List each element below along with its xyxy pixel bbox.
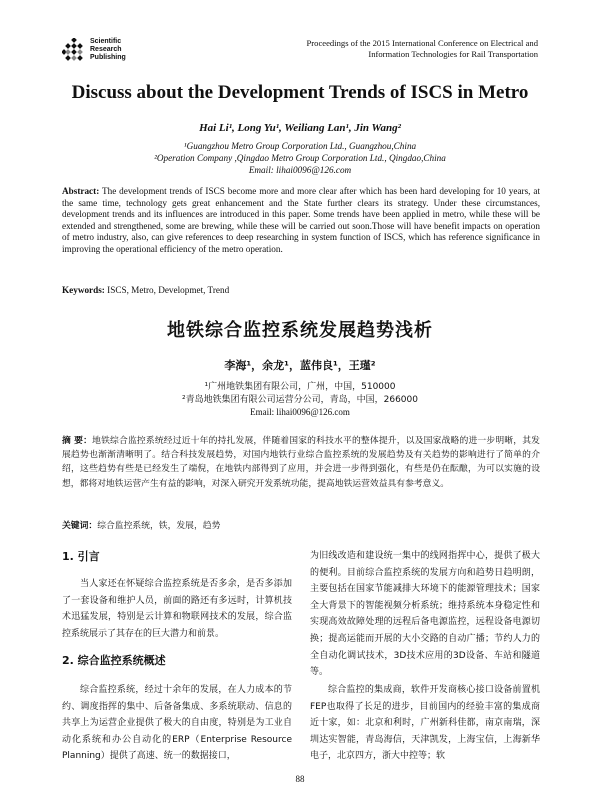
abstract-cn-label: 摘 要：: [62, 436, 93, 446]
keywords-cn: [62, 518, 540, 531]
proceedings-line1: Proceedings of the 2015 International Conference on Electrical and: [306, 38, 538, 48]
affiliation-en-2: ²Operation Company ,Qingdao Metro Group Corporation Ltd., Qingdao,China: [154, 153, 446, 163]
section-heading-overview: 2. 综合监控系统概述: [62, 654, 166, 667]
section-introduction-text: 当人家还在怀疑综合监控系统是否多余，是否多添加了一套设备和维护人员，前面的路还有多远时，计算机技术迅猛发展，特别是云计算和物联网技术的发展，综合监控系统展示了其存在的巨大潜力和前景。: [62, 579, 292, 639]
paper-title-cn: 地铁综合监控系统发展趋势浅析: [167, 320, 433, 341]
affiliation-cn-2: ²青岛地铁集团有限公司运营分公司，青岛，中国，266000: [182, 394, 418, 405]
abstract-en: [62, 186, 540, 256]
keywords-cn-label: 关键词：: [62, 521, 98, 531]
authors-en: Hai Li¹, Long Yu¹, Weiliang Lan¹, Jin Wang²: [199, 122, 401, 134]
proceedings-header: [238, 38, 538, 60]
paper-title-en: Discuss about the Development Trends of ISCS in Metro: [71, 82, 529, 103]
keywords-en: [62, 285, 540, 295]
email-en: Email: lihai0096@126.com: [248, 165, 352, 175]
publisher-name-line2: Research: [90, 46, 122, 53]
authors-cn: 李海¹，余龙¹，蓝伟良¹，王瑾²: [224, 359, 376, 372]
publisher-logo: [62, 36, 162, 68]
abstract-en-text: The development trends of ISCS become more and more clear after which has been hard developing for 10 years, at the same time, technology gets great enhancement and the State further clears its strategy. Under these circumstances, development trends and its influences are introduced in this paper. Some trends have been applied in metro, while these will be extended and strengthened, some are brewing, while these will be carried out soon.Those will have benefit impacts on operation of metro industry, also, can give references to deep researching in system function of ISCS, which has reference significance in improving the operational efficiency of the metro operation.: [62, 186, 540, 254]
abstract-cn-text: 地铁综合监控系统经过近十年的持扎发展，伴随着国家的科技水平的整体提升，以及国家战略的进一步明晰，其发展趋势也渐渐清晰明了。结合科技发展趋势，对国内地铁行业综合监控系统的发展趋势及有关趋势的影响进行了简单的介绍，这些趋势有些是已经发生了端倪，在地铁内部得到了应用，并会进一步得到强化，有些是仍在酝酿，为可以实施的设想，都将对地铁运营产生有益的影响，对深入研究开发系统功能，提高地铁运营效益具有参考意义。: [62, 436, 540, 489]
affiliations-cn: [0, 381, 600, 419]
abstract-cn: [62, 434, 540, 491]
email-cn: Email: lihai0096@126.com: [250, 407, 350, 418]
keywords-en-label: Keywords:: [62, 285, 105, 295]
publisher-logo-icon: [62, 38, 86, 62]
page-number: 88: [295, 774, 305, 784]
right-column-paragraph-2: 综合监控的集成商，软件开发商核心接口设备前置机FEP也取得了长足的进步，目前国内的经验丰富的集成商近十家，如：北京和利时，广州新科佳都，南京南瑞，深圳达实智能，青岛海信，天津凯发，上海宝信，上海新华电子，北京四方，浙大中控等；软: [310, 685, 540, 762]
keywords-en-text: ISCS, Metro, Developmet, Trend: [104, 285, 230, 295]
publisher-name: [90, 38, 126, 62]
section-heading-introduction: 1. 引言: [62, 550, 100, 563]
affiliation-cn-1: ¹广州地铁集团有限公司，广州，中国，510000: [204, 382, 396, 392]
publisher-name-line3: Publishing: [90, 54, 126, 61]
keywords-cn-text: 综合监控系统，铁，发展，趋势: [97, 521, 221, 531]
abstract-en-label: Abstract:: [62, 186, 100, 196]
right-column-paragraph-1: 为旧线改造和建设统一集中的线网指挥中心，提供了极大的便利。目前综合监控系统的发展方向和趋势日趋明朗，主要包括在国家节能减排大环境下的能源管理技术；国家全大背景下的智能视频分析系统；维持系统本身稳定性和实现高效故障处理的远程后备电源监控，远程设备电源切换；提高运能而开展的大小交路的自动广播；节约人力的全自动化调试技术，3D技术应用的3D设备、车站和隧道等。: [310, 551, 540, 678]
affiliations-en: [0, 140, 600, 176]
affiliation-en-1: ¹Guangzhou Metro Group Corporation Ltd., Guangzhou,China: [183, 141, 417, 151]
section-overview-text: 综合监控系统，经过十余年的发展，在人力成本的节约、调度指挥的集中、后备备集成、多系统联动、信息的共享上为运营企业提供了极大的自由度，特别是为工业自动化系统和办公自动化的ERP（Enterprise Resource Planning）提供了高速、统一的数据接口，: [62, 685, 292, 762]
proceedings-line2: Information Technologies for Rail Transportation: [368, 49, 538, 59]
publisher-name-line1: Scientific: [90, 38, 122, 45]
